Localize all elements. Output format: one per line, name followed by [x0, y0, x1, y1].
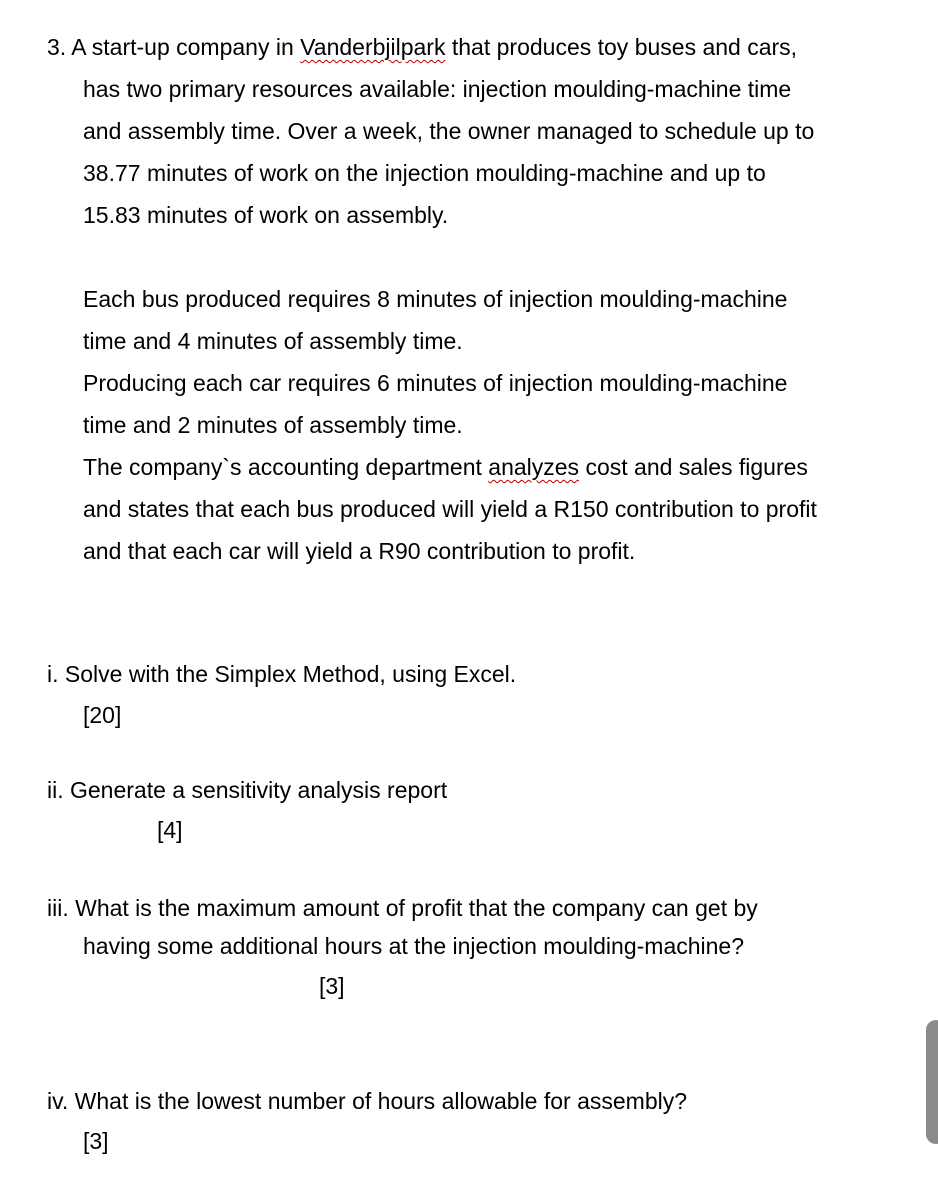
q3-line-5: 15.83 minutes of work on assembly. — [83, 202, 449, 228]
q3-p2-line-6: and states that each bus produced will yield a R150 contribution to profit — [83, 496, 817, 522]
q3-line-1-prefix: 3. A start-up company in — [47, 34, 301, 60]
q3-p2-line-3: Producing each car requires 6 minutes of injection moulding-machine — [83, 370, 788, 396]
part-iii-line-1: iii. What is the maximum amount of profit that the company can get by — [47, 895, 758, 921]
part-iii-line-2: having some additional hours at the injection moulding-machine? — [83, 933, 745, 959]
q3-line-3: and assembly time. Over a week, the owner managed to schedule up to — [83, 118, 815, 144]
q3-p2-line-4: time and 2 minutes of assembly time. — [83, 412, 463, 438]
q3-p2-line-2: time and 4 minutes of assembly time. — [83, 328, 463, 354]
q3-p2-line-5 — [83, 452, 808, 482]
q3-line-2: has two primary resources available: injection moulding-machine time — [83, 76, 792, 102]
q3-line-4: 38.77 minutes of work on the injection moulding-machine and up to — [83, 160, 766, 186]
q3-p2-line-5-suffix: cost and sales figures — [579, 454, 808, 480]
spelling-flag-analyzes: analyzes — [488, 454, 580, 480]
part-i-text: i. Solve with the Simplex Method, using Excel. — [47, 661, 517, 687]
q3-p2-line-7: and that each car will yield a R90 contribution to profit. — [83, 538, 636, 564]
q3-line-1-suffix: that produces toy buses and cars, — [445, 34, 798, 60]
part-ii-text: ii. Generate a sensitivity analysis report — [47, 777, 448, 803]
spelling-flag-place: Vanderbjilpark — [300, 34, 446, 60]
part-i-marks: [20] — [83, 702, 122, 728]
part-ii-marks: [4] — [157, 817, 183, 843]
part-iv-marks: [3] — [83, 1128, 109, 1154]
q3-p2-line-1: Each bus produced requires 8 minutes of injection moulding-machine — [83, 286, 788, 312]
part-iii-marks: [3] — [319, 973, 345, 999]
q3-line-1 — [47, 32, 797, 62]
q3-p2-line-5-prefix: The company`s accounting department — [83, 454, 489, 480]
scrollbar-handle[interactable] — [926, 1020, 938, 1144]
part-iv-text: iv. What is the lowest number of hours allowable for assembly? — [47, 1088, 688, 1114]
